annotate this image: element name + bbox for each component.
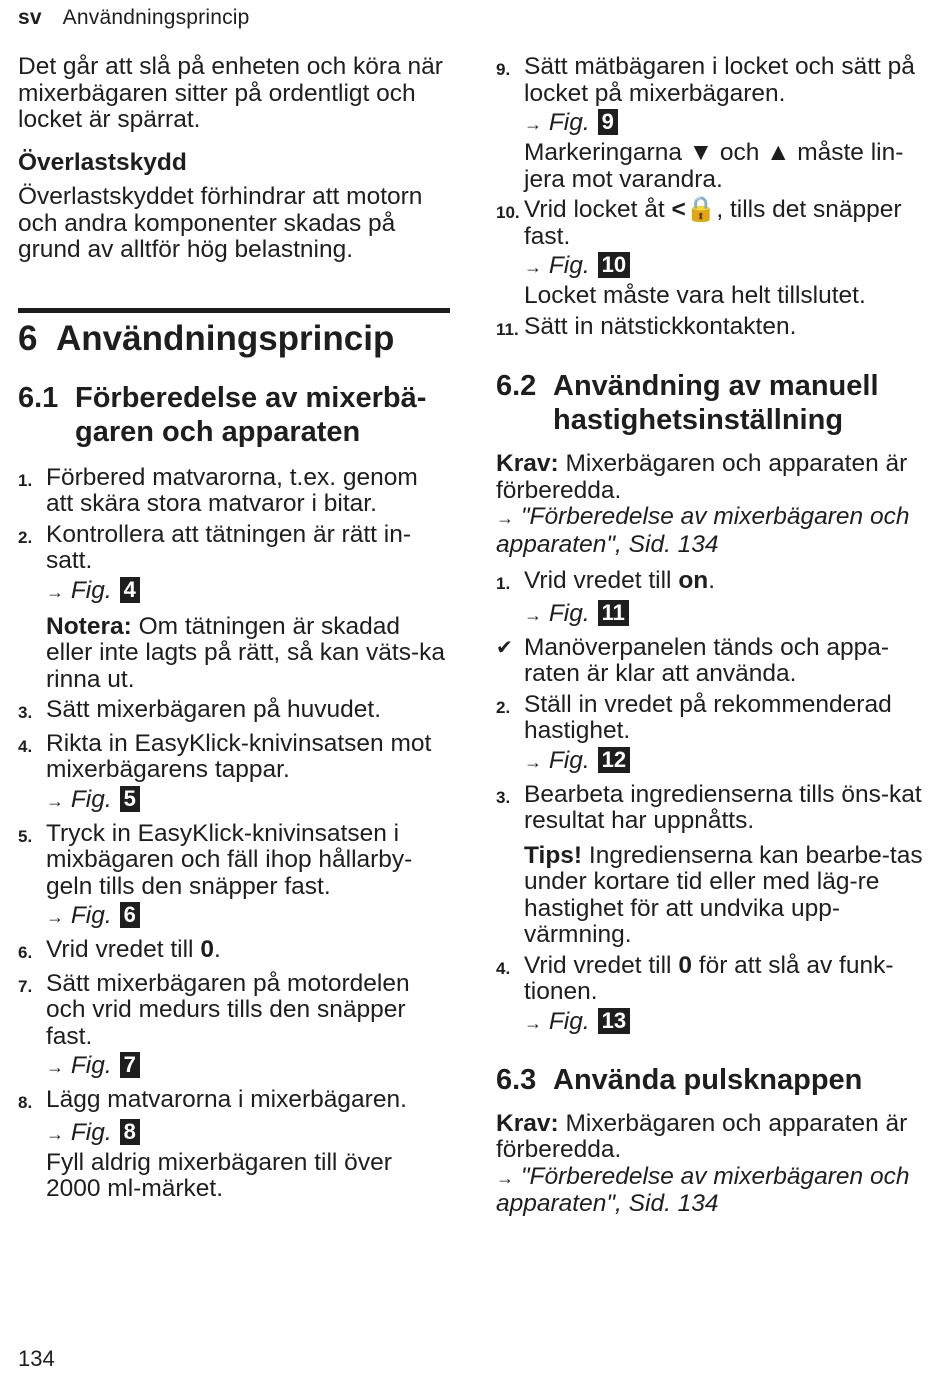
triangle-down-icon: ▼: [688, 139, 714, 166]
fig-label: Fig.: [70, 1052, 112, 1079]
checkmark-icon: ✔: [496, 636, 513, 659]
fig-label: Fig.: [548, 109, 590, 136]
step-text: Sätt mixerbägaren på motordelen och vrid medurs tills den snäpper fast.: [46, 969, 410, 1050]
note-label: Notera:: [46, 612, 132, 640]
requirement: [496, 451, 936, 504]
arrow-icon: →: [524, 257, 542, 277]
requirement-label: Krav:: [496, 450, 559, 477]
subsection-title: Användning av manuell hastighetsinställning: [553, 370, 879, 436]
section-heading: [18, 319, 450, 359]
fig-label: Fig.: [548, 746, 590, 774]
step-3: [18, 697, 450, 727]
step-text: [46, 937, 450, 967]
arrow-icon: →: [496, 1167, 514, 1188]
subsection-number: 6.2: [496, 370, 537, 402]
result-text: Manöverpanelen tänds och appa-raten är klar att använda.: [524, 633, 890, 687]
markings-text: [496, 140, 936, 193]
step-text: Kontrollera att tätningen är rätt in-satt.: [46, 520, 411, 574]
step-number: 2.: [18, 527, 33, 547]
subsection-title: Använda pulsknappen: [553, 1063, 863, 1096]
step-10-note: Locket måste vara helt tillslutet.: [524, 282, 866, 309]
figure-badge: 13: [598, 1008, 630, 1034]
figure-reference: [496, 250, 936, 283]
step-number: 3.: [18, 703, 33, 722]
section-divider: [18, 308, 450, 313]
figure-reference: [18, 1050, 450, 1083]
step-text-part: , tills det snäpper fast.: [524, 196, 902, 250]
language-code: sv: [18, 6, 42, 29]
requirement-text: Mixerbägaren och apparaten är förberedda.: [496, 450, 908, 504]
step-4: [496, 953, 936, 1006]
step-10: [496, 197, 936, 250]
cross-reference-text: "Förberedelse av mixerbägaren och apparaten", Sid. 134: [496, 503, 910, 558]
step-text: Sätt mixerbägaren på huvudet.: [46, 696, 382, 723]
subsection-title: Förberedelse av mixerbä-garen och apparaten: [75, 381, 427, 448]
step-number: 11.: [496, 319, 519, 339]
figure-badge: 6: [120, 902, 140, 928]
section-title: Användningsprincip: [56, 318, 395, 358]
arrow-icon: →: [46, 581, 64, 602]
tip-text: Ingredienserna kan bearbe-tas under kortare tid eller med läg-re hastighet för att undvika upp-värmning.: [524, 841, 923, 948]
step-text-part: Vrid vredet till: [524, 567, 679, 594]
step-text: [524, 568, 936, 598]
fig-label: Fig.: [70, 576, 112, 604]
step-2: [18, 522, 450, 575]
fig-label: Fig.: [548, 1007, 590, 1035]
arrow-icon: →: [496, 508, 514, 528]
figure-reference: [496, 598, 936, 631]
step-4: [18, 731, 450, 784]
tip-label: Tips!: [524, 841, 583, 869]
fig-label: Fig.: [70, 902, 112, 929]
step-1: [18, 465, 450, 518]
figure-reference: [496, 1006, 936, 1039]
step-text: Lägg matvarorna i mixerbägaren.: [46, 1086, 407, 1113]
step-11: [496, 314, 936, 344]
step-1: [496, 568, 936, 598]
figure-reference: [18, 575, 450, 608]
step-number: 4.: [18, 736, 33, 756]
step-text: Sätt in nätstickkontakten.: [524, 312, 797, 340]
header-title: Användningsprincip: [62, 6, 250, 29]
step-text: Tryck in EasyKlick-knivinsatsen i mixbägaren och fäll ihop hållarby-geln tills den snäpper fast.: [46, 819, 413, 900]
figure-reference: [496, 107, 936, 140]
figure-badge: 10: [598, 252, 630, 278]
step-text-part: Vrid vredet till: [524, 951, 679, 979]
arrow-icon: →: [46, 790, 64, 811]
step-number: 2.: [496, 697, 511, 717]
page-header: [18, 6, 250, 30]
step-number: 10.: [496, 203, 520, 222]
markings-part: och: [713, 139, 767, 166]
subsection-6-1-heading: [18, 381, 450, 449]
overload-heading: Överlastskydd: [18, 148, 187, 176]
result: [496, 635, 936, 688]
arrow-icon: →: [524, 751, 542, 772]
figure-badge: 12: [598, 747, 630, 773]
figure-reference: [18, 1117, 450, 1150]
figure-badge: 8: [120, 1119, 140, 1145]
figure-reference: [18, 784, 450, 817]
arrow-icon: →: [524, 604, 542, 625]
overload-text: Överlastskyddet förhindrar att motorn och andra komponenter skadas på grund av alltför hög belastning.: [18, 183, 423, 263]
markings-part: måste lin-jera mot varandra.: [524, 139, 904, 193]
step-8: [18, 1087, 450, 1117]
fig-label: Fig.: [548, 599, 590, 627]
note: [18, 614, 450, 694]
requirement-label: Krav:: [496, 1109, 559, 1137]
subsection-6-3-heading: [496, 1063, 936, 1097]
fig-label: Fig.: [70, 1118, 112, 1146]
step-text-end: .: [708, 567, 716, 594]
step-number: 6.: [18, 943, 33, 962]
triangle-up-icon: ▲: [766, 139, 791, 166]
step-text: [524, 197, 936, 250]
step-number: 5.: [18, 826, 33, 846]
intro-text: Det går att slå på enheten och köra när mixerbägaren sitter på ordentligt och locket är spärrat.: [18, 53, 443, 133]
tip: [496, 843, 936, 949]
arrow-icon: →: [524, 114, 542, 134]
figure-badge: 4: [120, 577, 140, 603]
arrow-icon: →: [46, 1057, 64, 1077]
step-number: 3.: [496, 787, 511, 807]
note-text: Om tätningen är skadad eller inte lagts på rätt, så kan väts-ka rinna ut.: [46, 612, 445, 693]
arrow-icon: →: [46, 1123, 64, 1144]
step-text: Bearbeta ingredienserna tills öns-kat resultat har uppnåtts.: [524, 780, 922, 834]
arrow-icon: →: [524, 1012, 542, 1033]
knob-position: 0: [200, 936, 214, 963]
cross-reference[interactable]: [496, 504, 936, 558]
step-6: [18, 937, 450, 967]
step-text: Förbered matvarorna, t.ex. genom att skära stora matvaror i bitar.: [46, 463, 418, 517]
step-text: Sätt mätbägaren i locket och sätt på locket på mixerbägaren.: [524, 53, 915, 107]
requirement: [496, 1111, 936, 1164]
step-5: [18, 821, 450, 901]
step-number: 8.: [18, 1093, 33, 1112]
fig-label: Fig.: [70, 785, 112, 813]
step-9: [496, 54, 936, 107]
step-number: 7.: [18, 976, 33, 996]
step-3: [496, 782, 936, 835]
step-2: [496, 692, 936, 745]
lock-icon: <🔒: [671, 196, 717, 223]
step-text-part: Vrid vredet till: [46, 936, 201, 963]
step-text-end: .: [213, 936, 221, 963]
step-number: 1.: [18, 470, 33, 490]
step-number: 4.: [496, 958, 511, 978]
subsection-number: 6.1: [18, 381, 59, 414]
page-number: 134: [18, 1346, 55, 1371]
figure-reference: [18, 900, 450, 933]
right-column: [496, 54, 936, 1218]
markings-part: Markeringarna: [524, 139, 689, 166]
knob-position: 0: [678, 951, 692, 979]
step-text: Rikta in EasyKlick-knivinsatsen mot mixerbägarens tappar.: [46, 729, 432, 783]
requirement-text: Mixerbägaren och apparaten är förberedda.: [496, 1109, 908, 1163]
figure-badge: 9: [598, 109, 618, 135]
figure-badge: 7: [120, 1052, 140, 1078]
step-8-note: Fyll aldrig mixerbägaren till över 2000 ml-märket.: [46, 1148, 392, 1202]
step-text: Ställ in vredet på rekommenderad hastighet.: [524, 690, 892, 744]
step-number: 1.: [496, 574, 511, 593]
figure-badge: 11: [598, 600, 629, 626]
knob-position: on: [678, 567, 709, 594]
cross-reference[interactable]: [496, 1164, 936, 1218]
fig-label: Fig.: [548, 252, 590, 279]
step-text: [524, 953, 936, 1006]
figure-reference: [496, 745, 936, 778]
left-column: [18, 54, 450, 1203]
cross-reference-text: "Förberedelse av mixerbägaren och apparaten", Sid. 134: [496, 1162, 910, 1217]
step-text-part: Vrid locket åt: [524, 196, 672, 223]
figure-badge: 5: [120, 786, 140, 812]
subsection-6-2-heading: [496, 369, 936, 437]
subsection-number: 6.3: [496, 1063, 537, 1096]
arrow-icon: →: [46, 907, 64, 927]
step-number: 9.: [496, 60, 511, 79]
step-7: [18, 971, 450, 1051]
section-number: 6: [18, 318, 38, 358]
step-text-end: för att slå av funk-tionen.: [524, 951, 894, 1005]
